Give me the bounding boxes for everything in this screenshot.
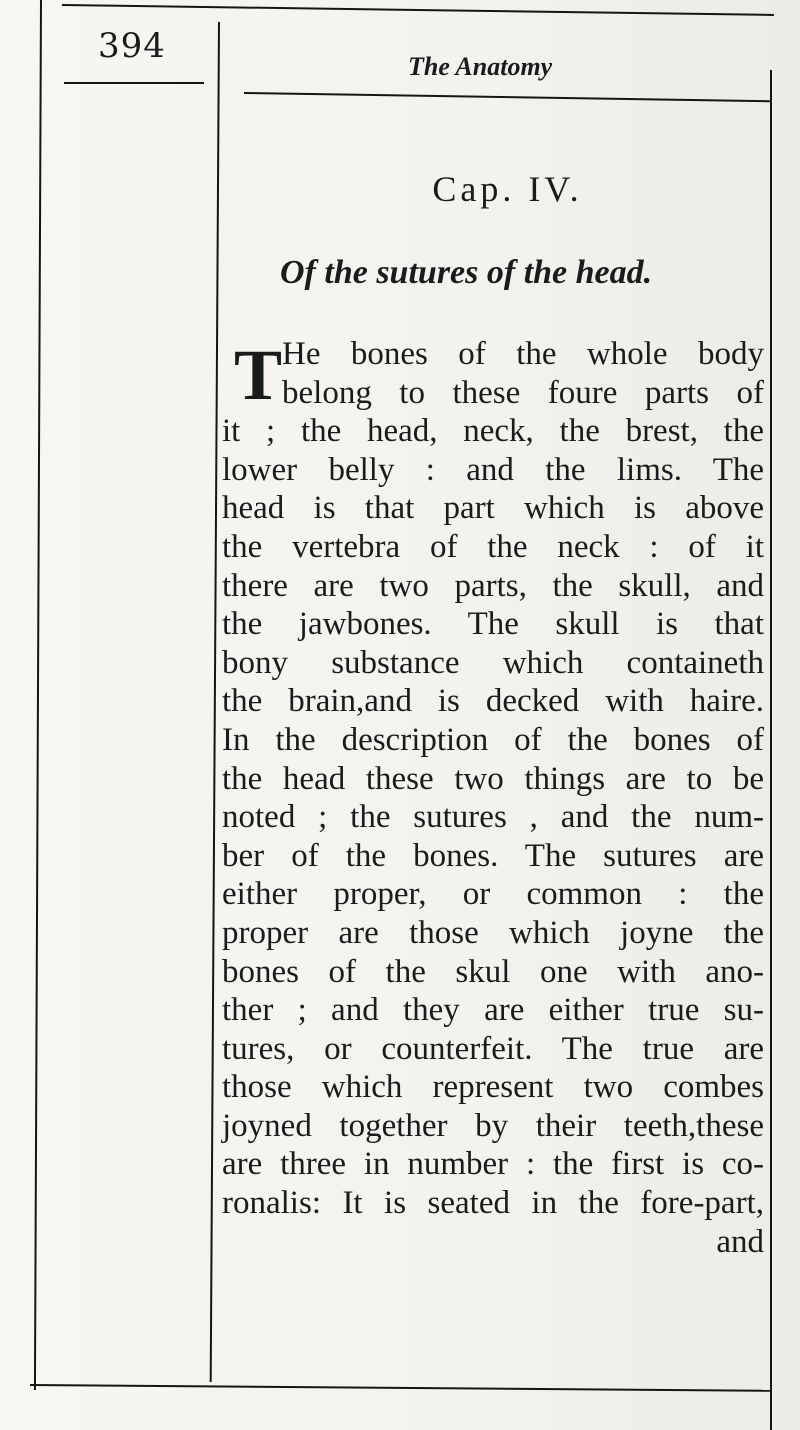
text-line: joyned together by their teeth,these xyxy=(222,1107,764,1144)
text-line: ther ; and they are either true su- xyxy=(222,992,764,1029)
header-rule-left xyxy=(64,82,204,84)
chapter-heading: Cap. IV. xyxy=(432,169,583,209)
text-line: bones of the skul one with ano- xyxy=(222,953,764,990)
text-line: proper are those which joyne the xyxy=(222,914,764,951)
text-line: tures, or counterfeit. The true are xyxy=(222,1030,764,1067)
chapter-title: Of the sutures of the head. xyxy=(280,254,653,291)
frame-rule-top xyxy=(62,4,774,16)
text-line: the head these two things are to be xyxy=(222,760,764,797)
text-line: head is that part which is above xyxy=(222,490,764,527)
text-line: those which represent two combes xyxy=(222,1069,764,1106)
text-line: noted ; the sutures , and the num- xyxy=(222,799,764,836)
frame-rule-bottom xyxy=(30,1384,770,1392)
running-head: The Anatomy xyxy=(408,52,553,81)
drop-cap-initial: T xyxy=(234,335,283,415)
text-line: are three in number : the first is co- xyxy=(222,1146,764,1183)
text-line: He bones of the whole body xyxy=(282,336,764,372)
text-line: there are two parts, the skull, and xyxy=(222,567,764,604)
text-line: ronalis: It is seated in the fore-part, xyxy=(222,1185,764,1222)
text-line: the vertebra of the neck : of it xyxy=(222,528,764,565)
body-text xyxy=(222,335,764,1261)
text-line: In the description of the bones of xyxy=(222,721,764,758)
text-line: lower belly : and the lims. The xyxy=(222,451,764,488)
text-line: ber of the bones. The sutures are xyxy=(222,837,764,874)
margin-rule xyxy=(210,22,220,1382)
text-line: the brain,and is decked with haire. xyxy=(222,683,764,720)
frame-rule-right xyxy=(770,70,772,1430)
text-line: the jawbones. The skull is that xyxy=(222,606,764,643)
text-line: bony substance which containeth xyxy=(222,644,764,681)
page-number: 394 xyxy=(98,26,166,66)
header-rule-right xyxy=(244,92,770,102)
text-line: belong to these foure parts of xyxy=(282,374,764,411)
catchword: and xyxy=(716,1223,764,1260)
text-line: it ; the head, neck, the brest, the xyxy=(222,413,764,450)
text-line: either proper, or common : the xyxy=(222,876,764,913)
